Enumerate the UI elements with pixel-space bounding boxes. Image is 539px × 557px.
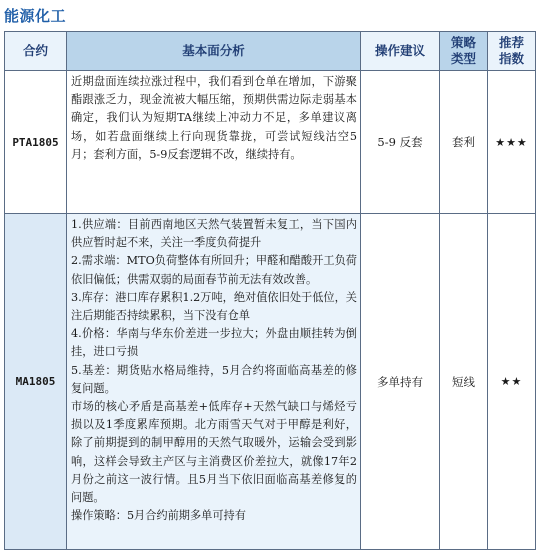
analysis-paragraph: 近期盘面连续拉涨过程中，我们看到仓单在增加，下游聚酯跟涨乏力，现金流被大幅压缩，预期供需边际走弱基本确定，我们认为短期TA继续上冲动力不足，多单建议离场，如若盘面继续上行向现货靠拢，可尝试短线沽空5月；套利方面，5-9反套逻辑不改，继续持有。	[71, 75, 357, 161]
table-row	[5, 214, 536, 550]
header-analysis: 基本面分析	[67, 32, 361, 71]
strategy-table	[4, 31, 536, 550]
analysis-paragraph: 操作策略：5月合约前期多单可持有	[71, 509, 246, 523]
header-strategy-type-label: 策略类型	[450, 35, 476, 66]
rating-stars: ★★	[488, 214, 536, 550]
rating-stars: ★★★	[488, 71, 536, 214]
analysis-paragraph: 3.库存：港口库存累积1.2万吨，绝对值依旧处于低位，关注后期能否持续累积，当下没有仓单	[71, 290, 357, 323]
header-rating-label: 推荐指数	[498, 35, 524, 66]
strategy-type-cell: 短线	[440, 214, 488, 550]
analysis-paragraph: 1.供应端：目前西南地区天然气装置暂未复工，当下国内供应暂时起不来，关注一季度负荷提升	[71, 218, 357, 250]
contract-cell: MA1805	[5, 214, 67, 550]
analysis-paragraph: 2.需求端：MTO负荷整体有所回升；甲醛和醋酸开工负荷依旧偏低；供需双弱的局面春节前无法有效改善。	[71, 254, 357, 286]
table-header-row	[5, 32, 536, 71]
analysis-cell	[67, 71, 361, 214]
suggestion-cell: 多单持有	[361, 214, 440, 550]
strategy-type-cell: 套利	[440, 71, 488, 214]
header-suggestion: 操作建议	[361, 32, 440, 71]
table-row	[5, 71, 536, 214]
section-title: 能源化工	[4, 7, 67, 25]
header-rating	[488, 32, 536, 71]
contract-cell: PTA1805	[5, 71, 67, 214]
header-strategy-type	[440, 32, 488, 71]
analysis-cell	[67, 214, 361, 550]
analysis-paragraph: 5.基差：期货贴水格局维持，5月合约将面临高基差的修复问题。	[71, 363, 357, 395]
analysis-paragraph: 市场的核心矛盾是高基差+低库存+天然气缺口与烯烃亏损以及1季度累库预期。北方雨雪天气对于甲醇是利好，除了前期提到的制甲醇用的天然气取暖外，运输会受到影响，这样会导致主产区与主消费区价差拉大，就像17年2月份之前这一波行情。且5月当下依旧面临高基差修复的问题。	[71, 400, 357, 505]
header-contract: 合约	[5, 32, 67, 71]
analysis-paragraph: 4.价格：华南与华东价差进一步拉大；外盘由顺挂转为倒挂，进口亏损	[71, 327, 357, 359]
suggestion-cell: 5-9 反套	[361, 71, 440, 214]
